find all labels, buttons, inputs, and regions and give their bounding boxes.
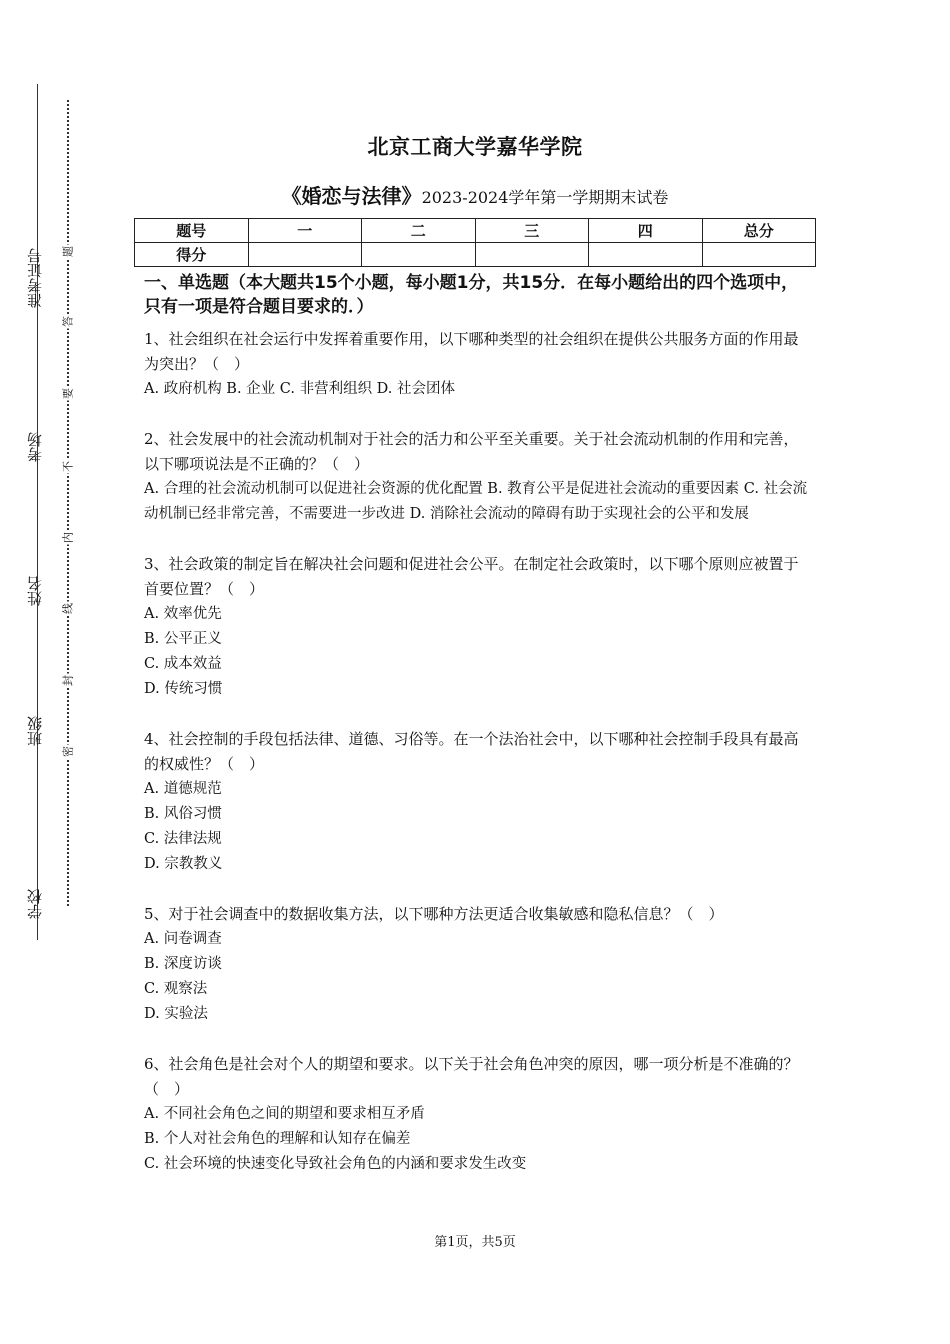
question-stem: 6、社会角色是社会对个人的期望和要求。以下关于社会角色冲突的原因，哪一项分析是不准确的？（ ） bbox=[144, 1055, 799, 1098]
seal-char: 线 bbox=[61, 603, 75, 614]
question-5 bbox=[144, 902, 812, 1027]
margin-field-name bbox=[22, 576, 48, 606]
option-a: A. 道德规范 bbox=[144, 781, 222, 797]
score-table-cell: 总分 bbox=[702, 219, 816, 243]
option-a: A. 不同社会角色之间的期望和要求相互矛盾 bbox=[144, 1106, 425, 1122]
score-table-header-row bbox=[135, 219, 816, 243]
question-options: A. 政府机构 B. 企业 C. 非营利组织 D. 社会团体 bbox=[144, 381, 456, 397]
question-stem: 2、社会发展中的社会流动机制对于社会的活力和公平至关重要。关于社会流动机制的作用和完善，以下哪项说法是不正确的？（ ） bbox=[144, 430, 799, 473]
exam-subtitle bbox=[0, 180, 950, 209]
margin-field-exam-number bbox=[22, 248, 48, 308]
question-1 bbox=[144, 327, 812, 402]
option-c: C. 社会环境的快速变化导致社会角色的内涵和要求发生改变 bbox=[144, 1156, 527, 1172]
seal-char: 不 bbox=[61, 461, 75, 472]
margin-field-label: 班级 bbox=[25, 716, 44, 746]
section-header: 一、单选题（本大题共15个小题，每小题1分，共15分．在每小题给出的四个选项中，只有一项是符合题目要求的．） bbox=[144, 273, 799, 317]
option-b: B. 风俗习惯 bbox=[144, 806, 222, 822]
margin-seal-line bbox=[67, 100, 69, 906]
question-6 bbox=[144, 1052, 812, 1177]
seal-char: 封 bbox=[61, 675, 75, 686]
score-table-cell bbox=[475, 243, 589, 267]
question-stem: 5、对于社会调查中的数据收集方法，以下哪种方法更适合收集敏感和隐私信息？（ ） bbox=[144, 905, 724, 923]
margin-field-label: 姓名 bbox=[25, 576, 44, 606]
margin-field-class bbox=[22, 716, 48, 746]
margin-field-exam-room bbox=[22, 432, 48, 462]
score-table-cell: 二 bbox=[362, 219, 476, 243]
course-name: 《婚恋与法律》 bbox=[281, 184, 422, 208]
question-3 bbox=[144, 552, 812, 702]
option-d: D. 宗教教义 bbox=[144, 856, 223, 872]
question-stem: 4、社会控制的手段包括法律、道德、习俗等。在一个法治社会中，以下哪种社会控制手段具有最高的权威性？（ ） bbox=[144, 730, 799, 773]
score-table-cell: 题号 bbox=[135, 219, 249, 243]
option-b: B. 公平正义 bbox=[144, 631, 222, 647]
exam-content bbox=[144, 271, 812, 1202]
question-2 bbox=[144, 427, 812, 527]
question-options: A. 合理的社会流动机制可以促进社会资源的优化配置 B. 教育公平是促进社会流动的重要因素 C. 社会流动机制已经非常完善，不需要进一步改进 D. 消除社会流动的障碍有助于实现社会的公平和发展 bbox=[144, 481, 808, 522]
option-d: D. 实验法 bbox=[144, 1006, 208, 1022]
option-c: C. 法律法规 bbox=[144, 831, 222, 847]
margin-field-label: 学校 bbox=[25, 889, 44, 919]
score-table-cell: 一 bbox=[248, 219, 362, 243]
question-stem: 3、社会政策的制定旨在解决社会问题和促进社会公平。在制定社会政策时，以下哪个原则应被置于首要位置？（ ） bbox=[144, 555, 799, 598]
score-table-cell bbox=[248, 243, 362, 267]
margin-field-school bbox=[22, 889, 48, 919]
seal-char: 要 bbox=[61, 388, 75, 399]
margin-field-label: 准考证号 bbox=[25, 248, 44, 308]
option-b: B. 深度访谈 bbox=[144, 956, 222, 972]
option-d: D. 传统习惯 bbox=[144, 681, 223, 697]
score-table-cell bbox=[589, 243, 703, 267]
page-footer: 第1页，共5页 bbox=[434, 1235, 516, 1250]
score-table-cell bbox=[362, 243, 476, 267]
score-table-score-row bbox=[135, 243, 816, 267]
school-title: 北京工商大学嘉华学院 bbox=[367, 135, 583, 159]
score-table-cell: 四 bbox=[589, 219, 703, 243]
margin-solid-line bbox=[37, 84, 38, 940]
score-table-cell: 得分 bbox=[135, 243, 249, 267]
margin-field-label: 考场 bbox=[25, 432, 44, 462]
question-4 bbox=[144, 727, 812, 877]
exam-term: 2023-2024学年第一学期期末试卷 bbox=[421, 188, 669, 207]
option-b: B. 个人对社会角色的理解和认知存在偏差 bbox=[144, 1131, 411, 1147]
question-stem: 1、社会组织在社会运行中发挥着重要作用，以下哪种类型的社会组织在提供公共服务方面的作用最为突出？（ ） bbox=[144, 330, 799, 373]
option-c: C. 观察法 bbox=[144, 981, 208, 997]
option-a: A. 效率优先 bbox=[144, 606, 222, 622]
score-table-cell: 三 bbox=[475, 219, 589, 243]
seal-char: 密 bbox=[61, 746, 75, 757]
seal-char: 题 bbox=[61, 246, 75, 257]
score-table-cell bbox=[702, 243, 816, 267]
seal-char: 答 bbox=[61, 316, 75, 327]
seal-char: 内 bbox=[61, 532, 75, 543]
option-a: A. 问卷调查 bbox=[144, 931, 222, 947]
option-c: C. 成本效益 bbox=[144, 656, 222, 672]
score-table bbox=[134, 218, 816, 267]
